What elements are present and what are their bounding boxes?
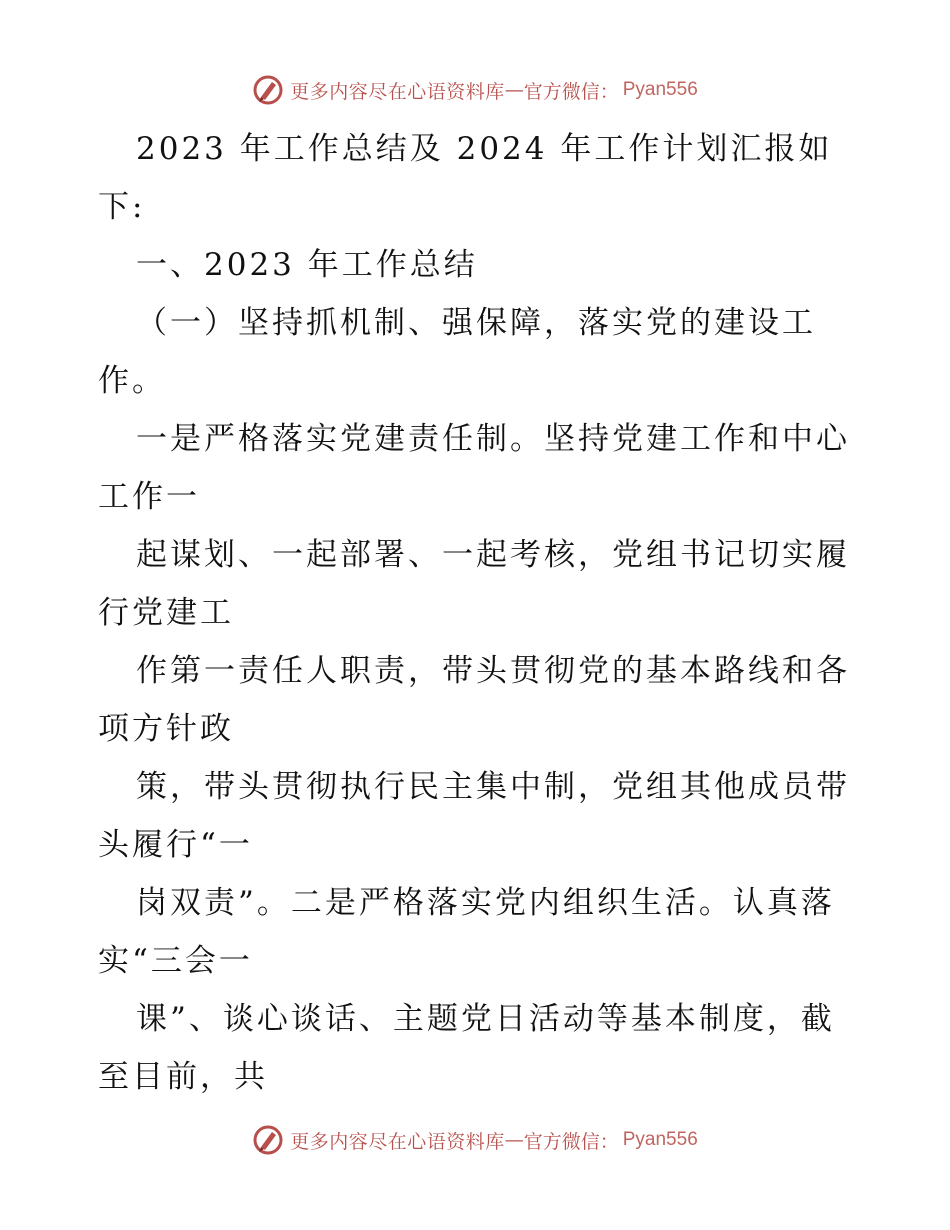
watermark-brand-text: 更多内容尽在心语资料库	[290, 80, 505, 103]
document-line: （一）坚持抓机制、强保障，落实党的建设工	[136, 305, 816, 341]
document-line: 至目前，共	[98, 1059, 268, 1095]
pen-logo-icon	[252, 74, 284, 106]
watermark-wechat-id: Pyan556	[622, 1129, 698, 1150]
watermark-wechat-label: 官方微信：	[523, 80, 619, 103]
document-line: 头履行“一	[98, 827, 253, 863]
document-line: 工作一	[98, 479, 200, 515]
document-line: 行党建工	[98, 595, 234, 631]
document-line: 一、2023 年工作总结	[136, 247, 478, 283]
document-line: 策，带头贯彻执行民主集中制，党组其他成员带	[136, 769, 850, 805]
footer-watermark	[0, 1120, 950, 1160]
document-line: 2023 年工作总结及 2024 年工作计划汇报如	[136, 131, 833, 167]
document-line: 起谋划、一起部署、一起考核，党组书记切实履	[136, 537, 850, 573]
pen-logo-icon	[252, 1124, 284, 1156]
document-line: 一是严格落实党建责任制。坚持党建工作和中心	[136, 421, 850, 457]
watermark-separator: —	[504, 79, 524, 101]
document-line: 下:	[98, 189, 146, 225]
document-line: 实“三会一	[98, 943, 253, 979]
watermark-wechat-label: 官方微信：	[523, 1130, 619, 1153]
document-line: 项方针政	[98, 711, 234, 747]
header-watermark	[0, 70, 950, 110]
watermark-separator: —	[504, 1129, 524, 1151]
document-line: 岗双责”。二是严格落实党内组织生活。认真落	[136, 885, 835, 921]
document-line: 作。	[98, 363, 166, 399]
watermark-brand-text: 更多内容尽在心语资料库	[290, 1130, 505, 1153]
watermark-wechat-id: Pyan556	[622, 79, 698, 100]
document-line: 课”、谈心谈话、主题党日活动等基本制度，截	[136, 1001, 835, 1037]
document-body	[98, 120, 858, 1106]
document-line: 作第一责任人职责，带头贯彻党的基本路线和各	[136, 653, 850, 689]
